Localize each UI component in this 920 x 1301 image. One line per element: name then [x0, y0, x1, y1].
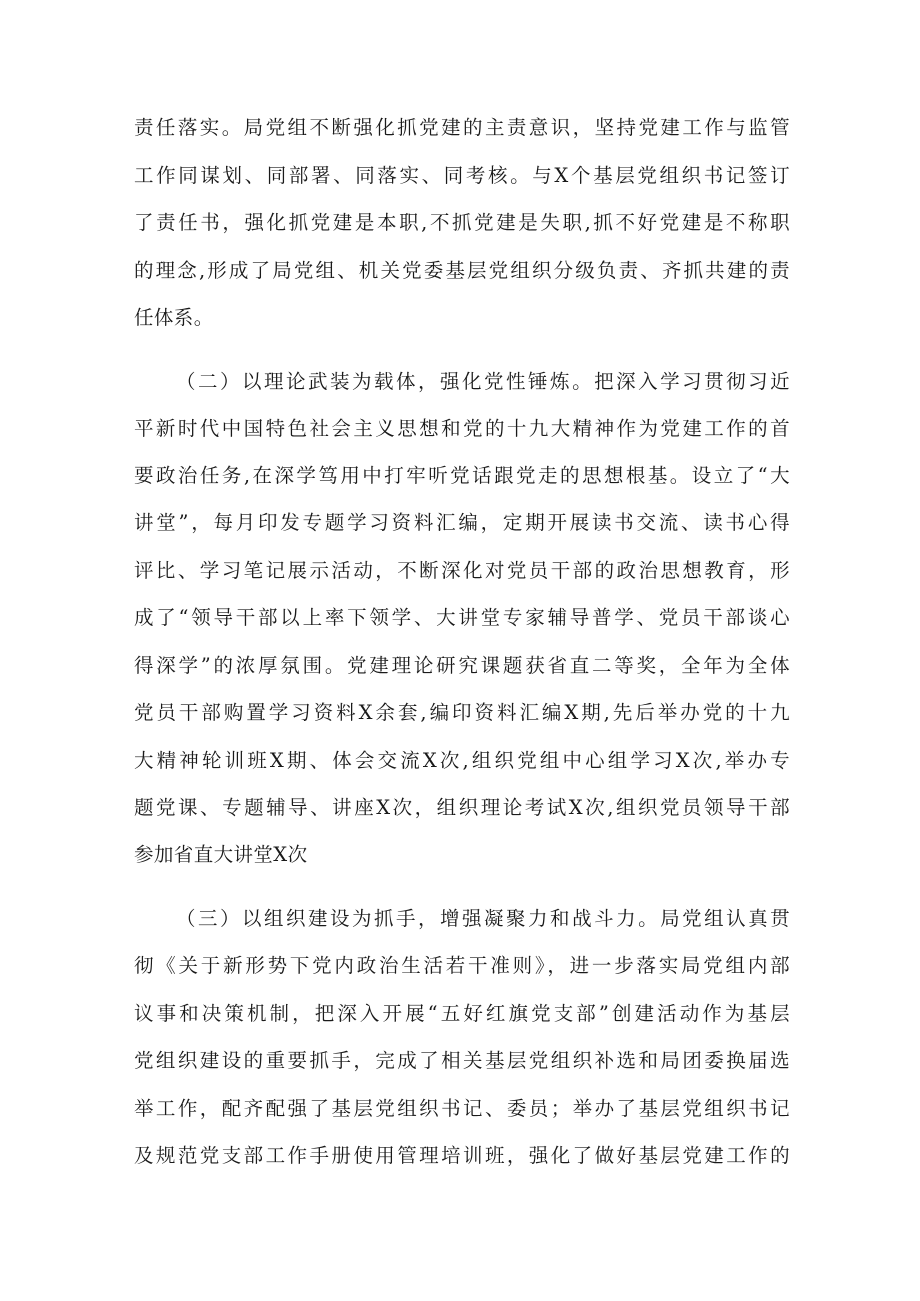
text-line: 了责任书，强化抓党建是本职,不抓党建是失职,抓不好党建是不称职	[134, 211, 790, 234]
text-line: 评比、学习笔记展示活动，不断深化对党员干部的政治思想教育，形	[134, 559, 790, 582]
text-line: 彻《关于新形势下党内政治生活若干准则》，进一步落实局党组内部	[134, 954, 790, 977]
paragraph-heading-line: （三）以组织建设为抓手，增强凝聚力和战斗力。局党组认真贯	[176, 907, 790, 930]
text-line: 责任落实。局党组不断强化抓党建的主责意识，坚持党建工作与监管	[134, 116, 790, 139]
paragraph-heading-line: （二）以理论武装为载体，强化党性锤炼。把深入学习贯彻习近	[176, 370, 790, 393]
text-line: 要政治任务,在深学笃用中打牢听党话跟党走的思想根基。设立了“大	[134, 464, 790, 487]
text-line: 及规范党支部工作手册使用管理培训班，强化了做好基层党建工作的	[134, 1144, 790, 1167]
text-line: 任体系。	[134, 306, 214, 329]
text-line: 成了“领导干部以上率下领学、大讲堂专家辅导普学、党员干部谈心	[134, 606, 790, 629]
text-line: 讲堂”，每月印发专题学习资料汇编，定期开展读书交流、读书心得	[134, 511, 790, 534]
text-line: 党员干部购置学习资料X余套,编印资料汇编X期,先后举办党的十九	[134, 701, 790, 724]
text-line: 得深学”的浓厚氛围。党建理论研究课题获省直二等奖，全年为全体	[134, 654, 790, 677]
text-line: 党组织建设的重要抓手，完成了相关基层党组织补选和局团委换届选	[134, 1049, 790, 1072]
text-line: 议事和决策机制，把深入开展“五好红旗党支部”创建活动作为基层	[134, 1002, 790, 1025]
text-line: 平新时代中国特色社会主义思想和党的十九大精神作为党建工作的首	[134, 417, 790, 440]
text-line: 参加省直大讲堂X次	[134, 843, 308, 866]
text-line: 大精神轮训班X期、体会交流X次,组织党组中心组学习X次,举办专	[134, 749, 790, 772]
text-line: 的理念,形成了局党组、机关党委基层党组织分级负责、齐抓共建的责	[134, 259, 790, 282]
text-line: 举工作，配齐配强了基层党组织书记、委员；举办了基层党组织书记	[134, 1097, 790, 1120]
text-line: 工作同谋划、同部署、同落实、同考核。与X个基层党组织书记签订	[134, 164, 790, 187]
text-line: 题党课、专题辅导、讲座X次，组织理论考试X次,组织党员领导干部	[134, 796, 790, 819]
